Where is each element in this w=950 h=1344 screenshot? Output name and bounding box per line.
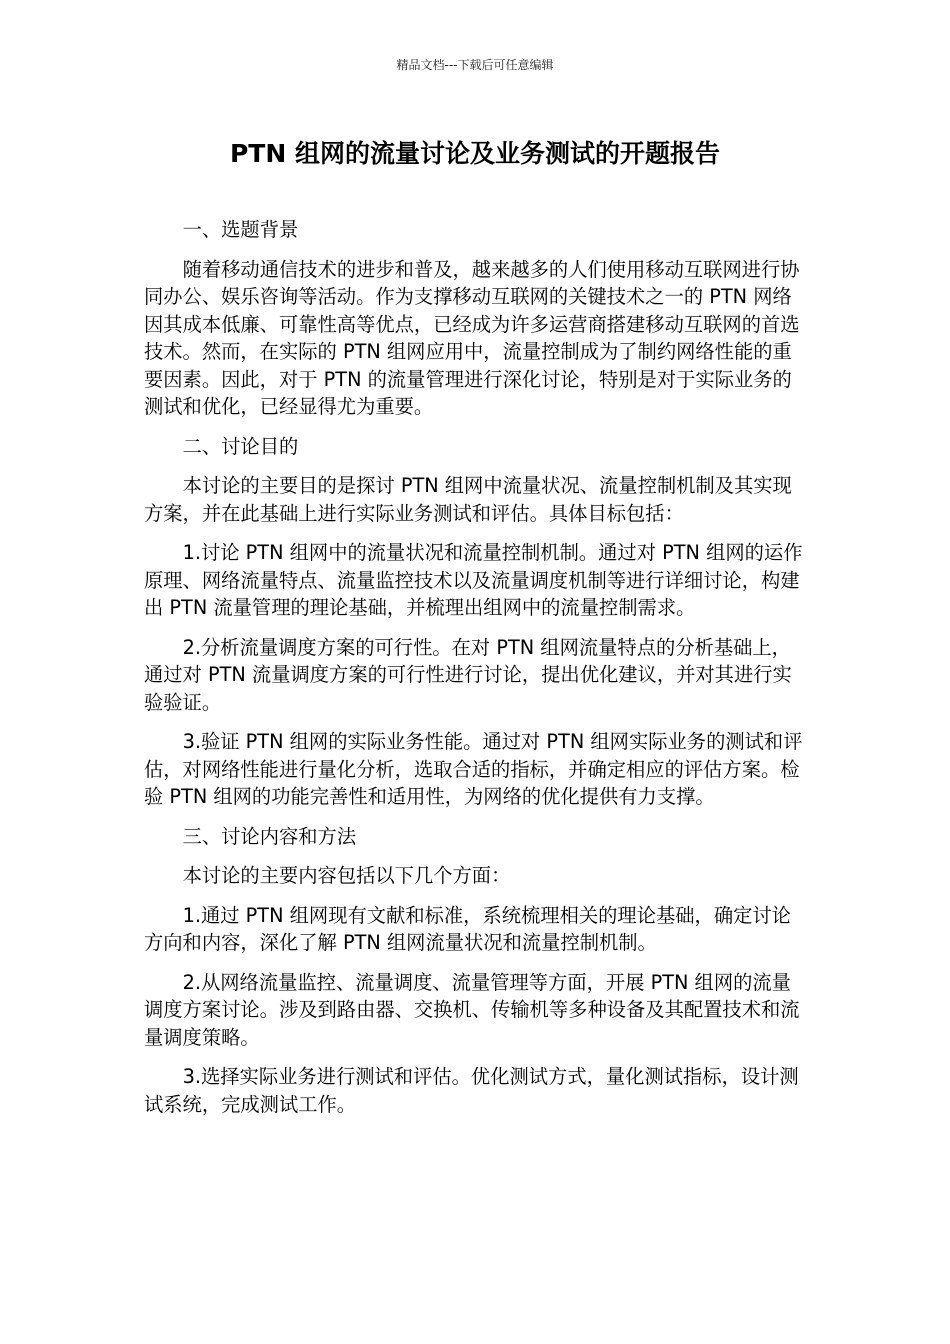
paragraph-background: 随着移动通信技术的进步和普及，越来越多的人们使用移动互联网进行协同办公、娱乐咨询等活动。作为支撑移动互联网的关键技术之一的 PTN 网络因其成本低廉、可靠性高等优点，已经成为许多运营商搭建移动互联网的首选技术。然而，在实际的 PTN 组网应用中，流量控制成为了制约网络性能的重要因素。因此，对于 PTN 的流量管理进行深化讨论，特别是对于实际业务的测试和优化，已经显得尤为重要。: [144, 257, 800, 418]
document-title: PTN 组网的流量讨论及业务测试的开题报告: [229, 139, 720, 168]
section-heading-content-methods: 三、讨论内容和方法: [182, 824, 357, 848]
document-body: [144, 216, 806, 1130]
paragraph-content-item-2: 2.从网络流量监控、流量调度、流量管理等方面，开展 PTN 组网的流量调度方案讨论。涉及到路由器、交换机、传输机等多种设备及其配置技术和流量调度策略。: [144, 970, 800, 1049]
paragraph-purpose-item-1: 1.讨论 PTN 组网中的流量状况和流量控制机制。通过对 PTN 组网的运作原理、网络流量特点、流量监控技术以及流量调度机制等进行详细讨论，构建出 PTN 流量管理的理论基础，并梳理出组网中的流量控制需求。: [144, 541, 803, 619]
paragraph-content-item-3: 3.选择实际业务进行测试和评估。优化测试方式，量化测试指标，设计测试系统，完成测试工作。: [144, 1065, 799, 1116]
paragraph-content-item-1: 1.通过 PTN 组网现有文献和标准，系统梳理相关的理论基础，确定讨论方向和内容，深化了解 PTN 组网流量状况和流量控制机制。: [144, 903, 791, 954]
paragraph-purpose-intro: 本讨论的主要目的是探讨 PTN 组网中流量状况、流量控制机制及其实现方案，并在此基础上进行实际业务测试和评估。具体目标包括：: [144, 474, 792, 525]
header-note: 精品文档---下载后可任意编辑: [396, 58, 554, 72]
paragraph-content-intro: 本讨论的主要内容包括以下几个方面：: [182, 864, 511, 887]
paragraph-purpose-item-3: 3.验证 PTN 组网的实际业务性能。通过对 PTN 组网实际业务的测试和评估，对网络性能进行量化分析，选取合适的指标，并确定相应的评估方案。检验 PTN 组网的功能完善性和适用性，为网络的优化提供有力支撑。: [144, 730, 803, 808]
section-heading-background: 一、选题背景: [182, 218, 299, 241]
paragraph-purpose-item-2: 2.分析流量调度方案的可行性。在对 PTN 组网流量特点的分析基础上，通过对 PTN 流量调度方案的可行性进行讨论，提出优化建议，并对其进行实验验证。: [144, 635, 792, 714]
section-heading-purpose: 二、讨论目的: [182, 434, 299, 458]
